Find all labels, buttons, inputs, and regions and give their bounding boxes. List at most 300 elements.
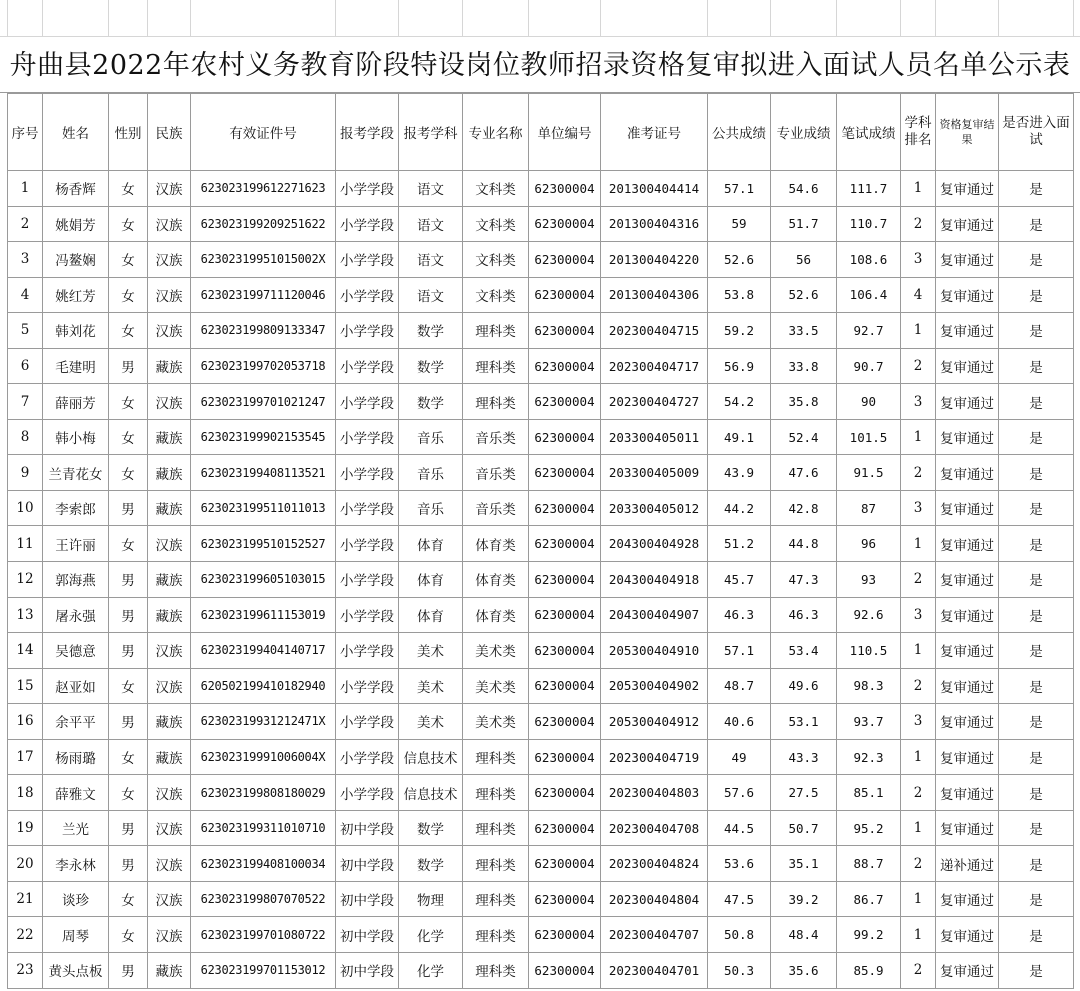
cell-major: 体育类 (463, 526, 529, 562)
cell-level: 小学学段 (336, 419, 399, 455)
cell-major-score: 53.4 (771, 633, 837, 669)
cell-subject-rank: 2 (901, 562, 936, 598)
cell-ethnicity: 汉族 (148, 846, 191, 882)
cell-id-number: 623023199408113521 (191, 455, 336, 491)
cell-written-score: 108.6 (837, 242, 901, 278)
cell-interview: 是 (999, 490, 1074, 526)
cell-id-number: 623023199809133347 (191, 313, 336, 349)
cell-index: 18 (8, 775, 43, 811)
cell-subject-rank: 3 (901, 242, 936, 278)
cell-unit-code: 62300004 (529, 953, 601, 989)
cell-subject-rank: 2 (901, 668, 936, 704)
cell-review-result: 复审通过 (936, 313, 999, 349)
cell-index: 2 (8, 206, 43, 242)
cell-gender: 女 (109, 171, 148, 207)
cell-level: 初中学段 (336, 917, 399, 953)
cell-subject: 体育 (399, 526, 463, 562)
cell-ethnicity: 汉族 (148, 775, 191, 811)
header-index: 序号 (8, 94, 43, 171)
cell-name: 黄头点板 (43, 953, 109, 989)
cell-index: 21 (8, 881, 43, 917)
cell-gender: 女 (109, 277, 148, 313)
cell-major: 音乐类 (463, 490, 529, 526)
cell-subject: 化学 (399, 953, 463, 989)
cell-unit-code: 62300004 (529, 810, 601, 846)
cell-subject-rank: 1 (901, 171, 936, 207)
cell-gender: 女 (109, 526, 148, 562)
header-exam-number: 准考证号 (601, 94, 708, 171)
cell-ethnicity: 藏族 (148, 490, 191, 526)
cell-subject-rank: 3 (901, 704, 936, 740)
cell-ethnicity: 藏族 (148, 455, 191, 491)
cell-unit-code: 62300004 (529, 490, 601, 526)
cell-unit-code: 62300004 (529, 419, 601, 455)
table-row (8, 455, 1074, 491)
cell-major: 理科类 (463, 775, 529, 811)
cell-major: 文科类 (463, 242, 529, 278)
cell-subject: 语文 (399, 206, 463, 242)
cell-level: 小学学段 (336, 633, 399, 669)
cell-index: 6 (8, 348, 43, 384)
cell-exam-number: 205300404910 (601, 633, 708, 669)
cell-subject: 音乐 (399, 455, 463, 491)
cell-interview: 是 (999, 846, 1074, 882)
cell-major: 理科类 (463, 881, 529, 917)
cell-major-score: 43.3 (771, 739, 837, 775)
cell-public-score: 45.7 (708, 562, 771, 598)
cell-index: 1 (8, 171, 43, 207)
cell-unit-code: 62300004 (529, 206, 601, 242)
cell-written-score: 85.1 (837, 775, 901, 811)
table-row (8, 917, 1074, 953)
cell-level: 小学学段 (336, 490, 399, 526)
cell-exam-number: 203300405011 (601, 419, 708, 455)
cell-review-result: 复审通过 (936, 455, 999, 491)
cell-name: 薛雅文 (43, 775, 109, 811)
cell-written-score: 98.3 (837, 668, 901, 704)
cell-exam-number: 202300404715 (601, 313, 708, 349)
cell-major-score: 42.8 (771, 490, 837, 526)
cell-review-result: 复审通过 (936, 953, 999, 989)
cell-id-number: 62302319931212471X (191, 704, 336, 740)
cell-interview: 是 (999, 633, 1074, 669)
cell-major: 美术类 (463, 633, 529, 669)
cell-public-score: 49.1 (708, 419, 771, 455)
cell-name: 谈珍 (43, 881, 109, 917)
cell-ethnicity: 汉族 (148, 668, 191, 704)
cell-public-score: 47.5 (708, 881, 771, 917)
cell-subject: 语文 (399, 277, 463, 313)
cell-name: 赵亚如 (43, 668, 109, 704)
cell-interview: 是 (999, 313, 1074, 349)
cell-gender: 女 (109, 668, 148, 704)
cell-gender: 男 (109, 597, 148, 633)
cell-subject: 美术 (399, 668, 463, 704)
cell-index: 19 (8, 810, 43, 846)
cell-major: 理科类 (463, 846, 529, 882)
cell-written-score: 110.5 (837, 633, 901, 669)
cell-id-number: 623023199605103015 (191, 562, 336, 598)
cell-major-score: 53.1 (771, 704, 837, 740)
cell-id-number: 623023199701080722 (191, 917, 336, 953)
cell-subject: 数学 (399, 384, 463, 420)
header-review-result: 资格复审结果 (936, 94, 999, 171)
cell-written-score: 85.9 (837, 953, 901, 989)
cell-written-score: 87 (837, 490, 901, 526)
cell-major-score: 49.6 (771, 668, 837, 704)
cell-review-result: 复审通过 (936, 171, 999, 207)
cell-index: 16 (8, 704, 43, 740)
cell-written-score: 88.7 (837, 846, 901, 882)
cell-major: 体育类 (463, 562, 529, 598)
cell-name: 杨雨璐 (43, 739, 109, 775)
cell-level: 小学学段 (336, 206, 399, 242)
cell-review-result: 复审通过 (936, 384, 999, 420)
cell-index: 23 (8, 953, 43, 989)
cell-exam-number: 203300405012 (601, 490, 708, 526)
cell-level: 小学学段 (336, 597, 399, 633)
cell-unit-code: 62300004 (529, 277, 601, 313)
table-row (8, 704, 1074, 740)
cell-gender: 女 (109, 917, 148, 953)
cell-unit-code: 62300004 (529, 526, 601, 562)
cell-written-score: 93 (837, 562, 901, 598)
cell-gender: 男 (109, 562, 148, 598)
cell-id-number: 623023199209251622 (191, 206, 336, 242)
cell-gender: 女 (109, 313, 148, 349)
cell-subject: 数学 (399, 313, 463, 349)
cell-ethnicity: 汉族 (148, 242, 191, 278)
cell-subject: 语文 (399, 242, 463, 278)
cell-level: 初中学段 (336, 953, 399, 989)
cell-subject-rank: 2 (901, 775, 936, 811)
cell-subject-rank: 1 (901, 633, 936, 669)
cell-exam-number: 204300404918 (601, 562, 708, 598)
cell-gender: 女 (109, 384, 148, 420)
cell-level: 初中学段 (336, 846, 399, 882)
table-row (8, 384, 1074, 420)
cell-major-score: 52.4 (771, 419, 837, 455)
cell-name: 姚娟芳 (43, 206, 109, 242)
cell-public-score: 44.5 (708, 810, 771, 846)
cell-unit-code: 62300004 (529, 704, 601, 740)
cell-gender: 女 (109, 881, 148, 917)
cell-exam-number: 204300404928 (601, 526, 708, 562)
cell-subject-rank: 4 (901, 277, 936, 313)
cell-major-score: 35.6 (771, 953, 837, 989)
cell-public-score: 53.8 (708, 277, 771, 313)
cell-name: 李索郎 (43, 490, 109, 526)
cell-written-score: 90.7 (837, 348, 901, 384)
cell-public-score: 49 (708, 739, 771, 775)
cell-public-score: 50.8 (708, 917, 771, 953)
cell-gender: 男 (109, 490, 148, 526)
cell-index: 8 (8, 419, 43, 455)
cell-subject: 语文 (399, 171, 463, 207)
cell-exam-number: 202300404701 (601, 953, 708, 989)
header-level: 报考学段 (336, 94, 399, 171)
cell-ethnicity: 汉族 (148, 526, 191, 562)
cell-interview: 是 (999, 348, 1074, 384)
cell-unit-code: 62300004 (529, 313, 601, 349)
header-interview: 是否进入面试 (999, 94, 1074, 171)
cell-exam-number: 203300405009 (601, 455, 708, 491)
cell-unit-code: 62300004 (529, 562, 601, 598)
cell-review-result: 复审通过 (936, 348, 999, 384)
cell-public-score: 57.6 (708, 775, 771, 811)
cell-subject: 信息技术 (399, 775, 463, 811)
cell-major: 理科类 (463, 384, 529, 420)
cell-ethnicity: 汉族 (148, 384, 191, 420)
cell-id-number: 623023199510152527 (191, 526, 336, 562)
table-row (8, 668, 1074, 704)
cell-level: 初中学段 (336, 881, 399, 917)
cell-gender: 女 (109, 419, 148, 455)
cell-major-score: 54.6 (771, 171, 837, 207)
cell-public-score: 52.6 (708, 242, 771, 278)
cell-name: 李永林 (43, 846, 109, 882)
cell-major-score: 56 (771, 242, 837, 278)
cell-major-score: 35.8 (771, 384, 837, 420)
cell-interview: 是 (999, 277, 1074, 313)
cell-name: 韩小梅 (43, 419, 109, 455)
cell-interview: 是 (999, 917, 1074, 953)
cell-id-number: 623023199711120046 (191, 277, 336, 313)
cell-major: 理科类 (463, 739, 529, 775)
cell-major-score: 48.4 (771, 917, 837, 953)
cell-written-score: 90 (837, 384, 901, 420)
cell-gender: 男 (109, 846, 148, 882)
cell-ethnicity: 汉族 (148, 810, 191, 846)
cell-major: 音乐类 (463, 419, 529, 455)
cell-index: 22 (8, 917, 43, 953)
cell-subject: 美术 (399, 633, 463, 669)
cell-subject-rank: 3 (901, 597, 936, 633)
table-row (8, 810, 1074, 846)
cell-subject-rank: 2 (901, 348, 936, 384)
cell-unit-code: 62300004 (529, 881, 601, 917)
cell-id-number: 623023199511011013 (191, 490, 336, 526)
cell-interview: 是 (999, 562, 1074, 598)
cell-subject-rank: 1 (901, 739, 936, 775)
cell-written-score: 101.5 (837, 419, 901, 455)
cell-gender: 男 (109, 633, 148, 669)
cell-written-score: 92.3 (837, 739, 901, 775)
cell-exam-number: 204300404907 (601, 597, 708, 633)
table-row (8, 206, 1074, 242)
cell-ethnicity: 汉族 (148, 917, 191, 953)
cell-ethnicity: 汉族 (148, 313, 191, 349)
table-row (8, 775, 1074, 811)
cell-major: 美术类 (463, 704, 529, 740)
table-row (8, 277, 1074, 313)
cell-gender: 男 (109, 704, 148, 740)
table-row (8, 348, 1074, 384)
cell-ethnicity: 汉族 (148, 633, 191, 669)
cell-major: 理科类 (463, 810, 529, 846)
cell-exam-number: 202300404804 (601, 881, 708, 917)
cell-index: 10 (8, 490, 43, 526)
cell-major: 文科类 (463, 206, 529, 242)
cell-public-score: 51.2 (708, 526, 771, 562)
candidate-table (7, 93, 1074, 989)
cell-subject-rank: 3 (901, 490, 936, 526)
cell-gender: 女 (109, 455, 148, 491)
cell-id-number: 623023199311010710 (191, 810, 336, 846)
cell-subject-rank: 1 (901, 313, 936, 349)
cell-exam-number: 205300404912 (601, 704, 708, 740)
cell-exam-number: 205300404902 (601, 668, 708, 704)
cell-public-score: 50.3 (708, 953, 771, 989)
cell-id-number: 623023199807070522 (191, 881, 336, 917)
cell-level: 小学学段 (336, 348, 399, 384)
cell-major: 理科类 (463, 953, 529, 989)
cell-major: 文科类 (463, 277, 529, 313)
cell-unit-code: 62300004 (529, 917, 601, 953)
cell-review-result: 复审通过 (936, 419, 999, 455)
cell-review-result: 复审通过 (936, 206, 999, 242)
cell-id-number: 62302319991006004X (191, 739, 336, 775)
cell-written-score: 110.7 (837, 206, 901, 242)
cell-index: 3 (8, 242, 43, 278)
table-row (8, 526, 1074, 562)
table-row (8, 242, 1074, 278)
table-row (8, 881, 1074, 917)
cell-major-score: 47.6 (771, 455, 837, 491)
cell-level: 小学学段 (336, 704, 399, 740)
cell-major: 文科类 (463, 171, 529, 207)
table-row (8, 739, 1074, 775)
cell-exam-number: 201300404316 (601, 206, 708, 242)
cell-public-score: 56.9 (708, 348, 771, 384)
cell-unit-code: 62300004 (529, 668, 601, 704)
cell-unit-code: 62300004 (529, 597, 601, 633)
cell-name: 薛丽芳 (43, 384, 109, 420)
cell-review-result: 复审通过 (936, 881, 999, 917)
cell-name: 周琴 (43, 917, 109, 953)
cell-exam-number: 202300404708 (601, 810, 708, 846)
cell-ethnicity: 藏族 (148, 419, 191, 455)
header-written-score: 笔试成绩 (837, 94, 901, 171)
cell-major-score: 33.5 (771, 313, 837, 349)
cell-major: 音乐类 (463, 455, 529, 491)
cell-written-score: 92.7 (837, 313, 901, 349)
header-major-score: 专业成绩 (771, 94, 837, 171)
cell-review-result: 复审通过 (936, 562, 999, 598)
header-row (8, 94, 1074, 171)
cell-level: 小学学段 (336, 562, 399, 598)
cell-exam-number: 202300404824 (601, 846, 708, 882)
cell-subject: 物理 (399, 881, 463, 917)
cell-id-number: 623023199808180029 (191, 775, 336, 811)
cell-ethnicity: 藏族 (148, 739, 191, 775)
cell-public-score: 57.1 (708, 171, 771, 207)
cell-subject: 数学 (399, 810, 463, 846)
cell-ethnicity: 藏族 (148, 562, 191, 598)
cell-review-result: 复审通过 (936, 277, 999, 313)
cell-major-score: 46.3 (771, 597, 837, 633)
table-body (8, 171, 1074, 989)
cell-index: 11 (8, 526, 43, 562)
header-name: 姓名 (43, 94, 109, 171)
cell-major-score: 52.6 (771, 277, 837, 313)
cell-review-result: 复审通过 (936, 775, 999, 811)
cell-level: 小学学段 (336, 313, 399, 349)
cell-index: 4 (8, 277, 43, 313)
cell-id-number: 623023199408100034 (191, 846, 336, 882)
cell-review-result: 复审通过 (936, 526, 999, 562)
cell-id-number: 623023199611153019 (191, 597, 336, 633)
cell-name: 余平平 (43, 704, 109, 740)
cell-gender: 男 (109, 953, 148, 989)
cell-subject-rank: 3 (901, 384, 936, 420)
cell-name: 姚红芳 (43, 277, 109, 313)
cell-written-score: 99.2 (837, 917, 901, 953)
cell-major: 理科类 (463, 313, 529, 349)
header-subject: 报考学科 (399, 94, 463, 171)
cell-unit-code: 62300004 (529, 739, 601, 775)
cell-review-result: 复审通过 (936, 633, 999, 669)
cell-public-score: 48.7 (708, 668, 771, 704)
cell-review-result: 复审通过 (936, 810, 999, 846)
cell-written-score: 106.4 (837, 277, 901, 313)
cell-unit-code: 62300004 (529, 171, 601, 207)
cell-subject-rank: 1 (901, 526, 936, 562)
cell-index: 15 (8, 668, 43, 704)
cell-name: 冯鳌娴 (43, 242, 109, 278)
cell-id-number: 62302319951015002X (191, 242, 336, 278)
table-row (8, 419, 1074, 455)
cell-subject-rank: 2 (901, 953, 936, 989)
header-unit-code: 单位编号 (529, 94, 601, 171)
cell-major-score: 33.8 (771, 348, 837, 384)
cell-name: 王许丽 (43, 526, 109, 562)
cell-gender: 女 (109, 775, 148, 811)
cell-interview: 是 (999, 881, 1074, 917)
cell-index: 12 (8, 562, 43, 598)
cell-public-score: 57.1 (708, 633, 771, 669)
cell-interview: 是 (999, 526, 1074, 562)
cell-review-result: 复审通过 (936, 668, 999, 704)
cell-interview: 是 (999, 419, 1074, 455)
cell-level: 小学学段 (336, 526, 399, 562)
cell-level: 小学学段 (336, 384, 399, 420)
cell-subject-rank: 2 (901, 846, 936, 882)
cell-ethnicity: 藏族 (148, 953, 191, 989)
cell-subject: 体育 (399, 562, 463, 598)
cell-public-score: 44.2 (708, 490, 771, 526)
cell-index: 7 (8, 384, 43, 420)
cell-index: 14 (8, 633, 43, 669)
cell-written-score: 91.5 (837, 455, 901, 491)
cell-name: 吴德意 (43, 633, 109, 669)
header-id-number: 有效证件号 (191, 94, 336, 171)
cell-index: 5 (8, 313, 43, 349)
cell-subject-rank: 2 (901, 206, 936, 242)
blank-top-row (0, 0, 1080, 37)
cell-exam-number: 201300404414 (601, 171, 708, 207)
cell-subject: 化学 (399, 917, 463, 953)
cell-public-score: 59.2 (708, 313, 771, 349)
cell-subject: 数学 (399, 846, 463, 882)
cell-unit-code: 62300004 (529, 384, 601, 420)
cell-public-score: 40.6 (708, 704, 771, 740)
header-public-score: 公共成绩 (708, 94, 771, 171)
cell-interview: 是 (999, 704, 1074, 740)
cell-subject-rank: 2 (901, 455, 936, 491)
cell-ethnicity: 汉族 (148, 277, 191, 313)
cell-written-score: 86.7 (837, 881, 901, 917)
